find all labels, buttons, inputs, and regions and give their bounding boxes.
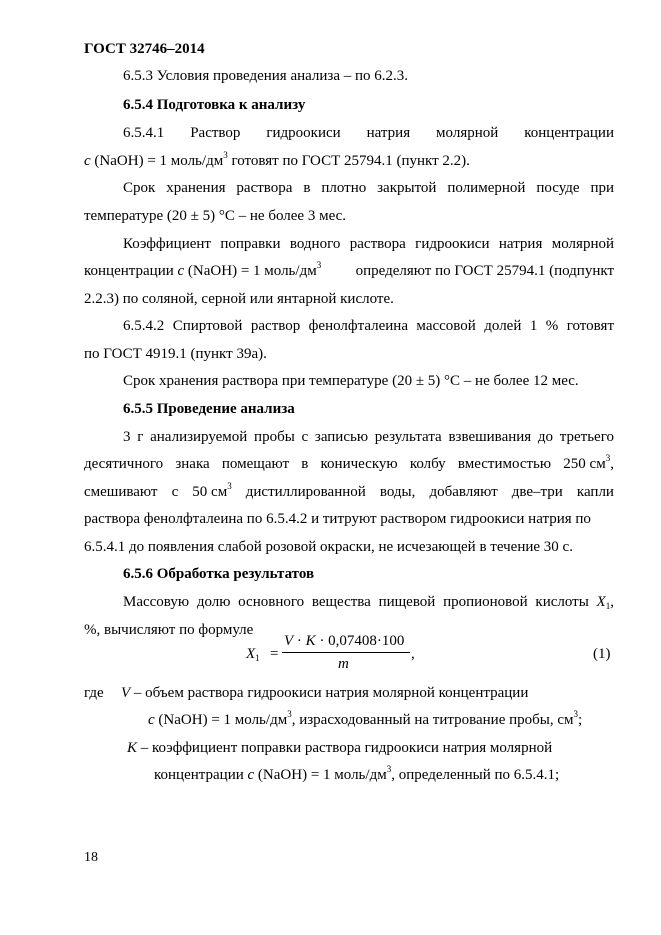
coef-line2: концентрации c (NaOH) = 1 моль/$дм^3$ определяют по ГОСТ 25794.1 (подпункт <box>84 260 614 279</box>
standard-header: ГОСТ 32746–2014 <box>84 41 205 57</box>
procedure-line1: 3 г анализируемой пробы с записью результата взвешивания до третьего <box>123 429 614 445</box>
section-6-5-5-title: 6.5.5 Проведение анализа <box>123 401 295 417</box>
formula-numerator: V · K · 0,07408·100 <box>284 633 405 649</box>
para-6-5-4-1-line2: c (NaOH) = 1 моль/$дм^3$ готовят по ГОСТ 25794.1 (пункт 2.2). <box>84 150 470 169</box>
where-k-line2: концентрации c (NaOH) = 1 моль/$дм^3$, определенный по 6.5.4.1; <box>154 764 560 783</box>
page-number: 18 <box>84 850 98 865</box>
formula-fraction-bar <box>282 652 410 653</box>
procedure-line2: десятичного знака помещают в коническую колбу вместимостью 250 $см^3$, <box>84 453 614 472</box>
coef-line3: 2.2.3) по соляной, серной или янтарной кислоте. <box>84 291 394 307</box>
coef-line1: Коэффициент поправки водного раствора гидроокиси натрия молярной <box>123 236 614 252</box>
para-6-5-4-1-line1: 6.5.4.1 Раствор гидроокиси натрия молярной концентрации <box>123 125 614 141</box>
storage-line1: Срок хранения раствора в плотно закрытой полимерной посуде при <box>123 180 614 196</box>
procedure-line4: раствора фенолфталеина по 6.5.4.2 и титруют раствором гидроокиси натрия по <box>84 511 591 527</box>
section-6-5-6-title: 6.5.6 Обработка результатов <box>123 566 315 582</box>
section-6-5-3: 6.5.3 Условия проведения анализа – по 6.2.3. <box>123 68 409 84</box>
where-v-line2: c (NaOH) = 1 моль/$дм^3$, израсходованный на титрование пробы, $см^3$; <box>148 709 583 728</box>
procedure-line5: 6.5.4.1 до появления слабой розовой окраски, не исчезающей в течение 30 с. <box>84 539 573 555</box>
formula-number: (1) <box>593 646 611 662</box>
formula-denominator: m <box>338 656 349 672</box>
storage2-line: Срок хранения раствора при температуре (20 ± 5) °С – не более 12 мес. <box>123 373 579 389</box>
formula-comma: , <box>411 646 415 662</box>
para-6-5-4-2-line1: 6.5.4.2 Спиртовой раствор фенолфталеина массовой долей 1 % готовят <box>123 318 614 334</box>
formula-equals: = <box>270 646 279 662</box>
calc-line1: Массовую долю основного вещества пищевой пропионовой кислоты $X_1$, <box>123 594 614 611</box>
para-6-5-4-2-line2: по ГОСТ 4919.1 (пункт 39а). <box>84 346 267 362</box>
section-6-5-4-title: 6.5.4 Подготовка к анализу <box>123 97 306 113</box>
formula-lhs: $X_1$ <box>246 646 260 663</box>
where-label: где <box>84 685 104 701</box>
where-k-line1: K – коэффициент поправки раствора гидроокиси натрия молярной <box>127 740 553 756</box>
where-v-line1: V – объем раствора гидроокиси натрия молярной концентрации <box>121 685 529 701</box>
procedure-line3: смешивают с 50 $см^3$ дистиллированной воды, добавляют две–три капли <box>84 481 614 500</box>
calc-line2: %, вычисляют по формуле <box>84 622 254 638</box>
storage-line2: температуре (20 ± 5) °С – не более 3 мес. <box>84 208 347 224</box>
